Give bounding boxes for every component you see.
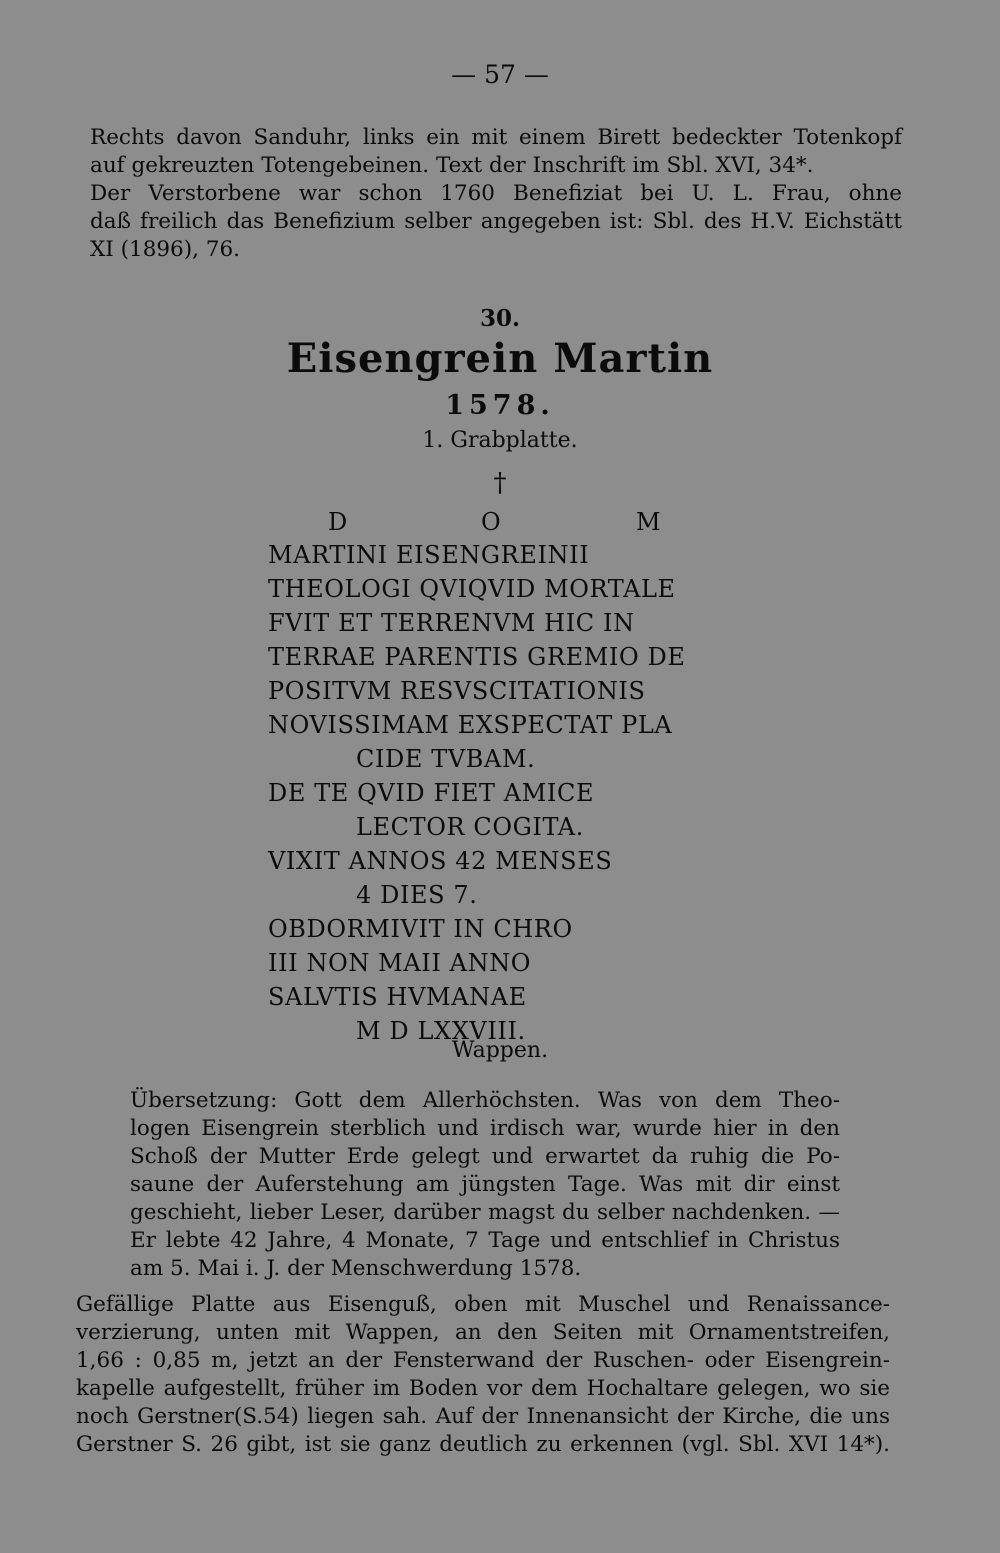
entry-subtitle: 1. Grabplatte. bbox=[422, 428, 578, 453]
description-line: Gefällige Platte aus Eisenguß, oben mit Muschel und Renaissance- bbox=[76, 1292, 890, 1317]
intro-line: Der Verstorbene war schon 1760 Benefiziat bei U. L. Frau, ohne bbox=[90, 181, 902, 206]
translation-line: geschieht, lieber Leser, darüber magst du selber nachdenken. — bbox=[130, 1200, 840, 1225]
dom-letter-o: O bbox=[481, 508, 501, 536]
inscription-line: FVIT ET TERRENVM HIC IN bbox=[268, 609, 635, 637]
inscription-line: POSITVM RESVSCITATIONIS bbox=[268, 677, 646, 705]
description-line: noch Gerstner(S.54) liegen sah. Auf der Innenansicht der Kirche, die uns bbox=[76, 1404, 890, 1429]
wappen-label: Wappen. bbox=[451, 1038, 549, 1063]
dom-letter-d: D bbox=[328, 508, 348, 536]
inscription-text bbox=[268, 538, 685, 1048]
inscription-line: LECTOR COGITA. bbox=[356, 813, 584, 841]
inscription-line: OBDORMIVIT IN CHRO bbox=[268, 915, 573, 943]
translation-line: Er lebte 42 Jahre, 4 Monate, 7 Tage und entschlief in Christus bbox=[130, 1228, 840, 1253]
inscription-line: M D LXXVIII. bbox=[356, 1017, 526, 1045]
inscription-line: NOVISSIMAM EXSPECTAT PLA bbox=[268, 711, 673, 739]
entry-title: Eisengrein Martin bbox=[286, 335, 714, 382]
inscription-line: MARTINI EISENGREINII bbox=[268, 541, 590, 569]
intro-paragraph bbox=[90, 124, 902, 264]
dom-letter-m: M bbox=[636, 508, 661, 536]
description-line: 1,66 : 0,85 m, jetzt an der Fensterwand der Ruschen- oder Eisengrein- bbox=[76, 1348, 890, 1373]
inscription-line: DE TE QVID FIET AMICE bbox=[268, 779, 595, 807]
translation-line: Schoß der Mutter Erde gelegt und erwartet da ruhig die Po- bbox=[130, 1144, 840, 1169]
description-line: verzierung, unten mit Wappen, an den Seiten mit Ornamentstreifen, bbox=[76, 1320, 890, 1345]
translation-line: am 5. Mai i. J. der Menschwerdung 1578. bbox=[130, 1256, 582, 1281]
intro-line: Rechts davon Sanduhr, links ein mit einem Birett bedeckter Totenkopf bbox=[90, 125, 902, 150]
description-line: Gerstner S. 26 gibt, ist sie ganz deutlich zu erkennen (vgl. Sbl. XVI 14*). bbox=[76, 1432, 890, 1457]
inscription-line: SALVTIS HVMANAE bbox=[268, 983, 527, 1011]
intro-line: XI (1896), 76. bbox=[90, 237, 240, 262]
entry-year: 1578. bbox=[445, 390, 555, 421]
translation-line: saune der Auferstehung am jüngsten Tage. Was mit dir einst bbox=[130, 1172, 840, 1197]
intro-line: auf gekreuzten Totengebeinen. Text der Inschrift im Sbl. XVI, 34*. bbox=[90, 153, 814, 178]
inscription-line: THEOLOGI QVIQVID MORTALE bbox=[268, 575, 676, 603]
inscription-line: VIXIT ANNOS 42 MENSES bbox=[268, 847, 613, 875]
inscription-line: CIDE TVBAM. bbox=[356, 745, 536, 773]
page-number: — 57 — bbox=[451, 60, 549, 89]
translation-line: logen Eisengrein sterblich und irdisch war, wurde hier in den bbox=[130, 1116, 840, 1141]
translation-line: Übersetzung: Gott dem Allerhöchsten. Was von dem Theo- bbox=[130, 1088, 840, 1113]
description-paragraph bbox=[76, 1291, 890, 1459]
entry-number: 30. bbox=[479, 305, 520, 332]
inscription-line: 4 DIES 7. bbox=[356, 881, 478, 909]
inscription-line: TERRAE PARENTIS GREMIO DE bbox=[268, 643, 686, 671]
description-line: kapelle aufgestellt, früher im Boden vor dem Hochaltare gelegen, wo sie bbox=[76, 1376, 890, 1401]
inscription-line: III NON MAII ANNO bbox=[268, 949, 532, 977]
cross-symbol: † bbox=[493, 468, 507, 498]
intro-line: daß freilich das Benefizium selber angegeben ist: Sbl. des H.V. Eichstätt bbox=[90, 209, 902, 234]
translation-paragraph bbox=[130, 1087, 840, 1283]
